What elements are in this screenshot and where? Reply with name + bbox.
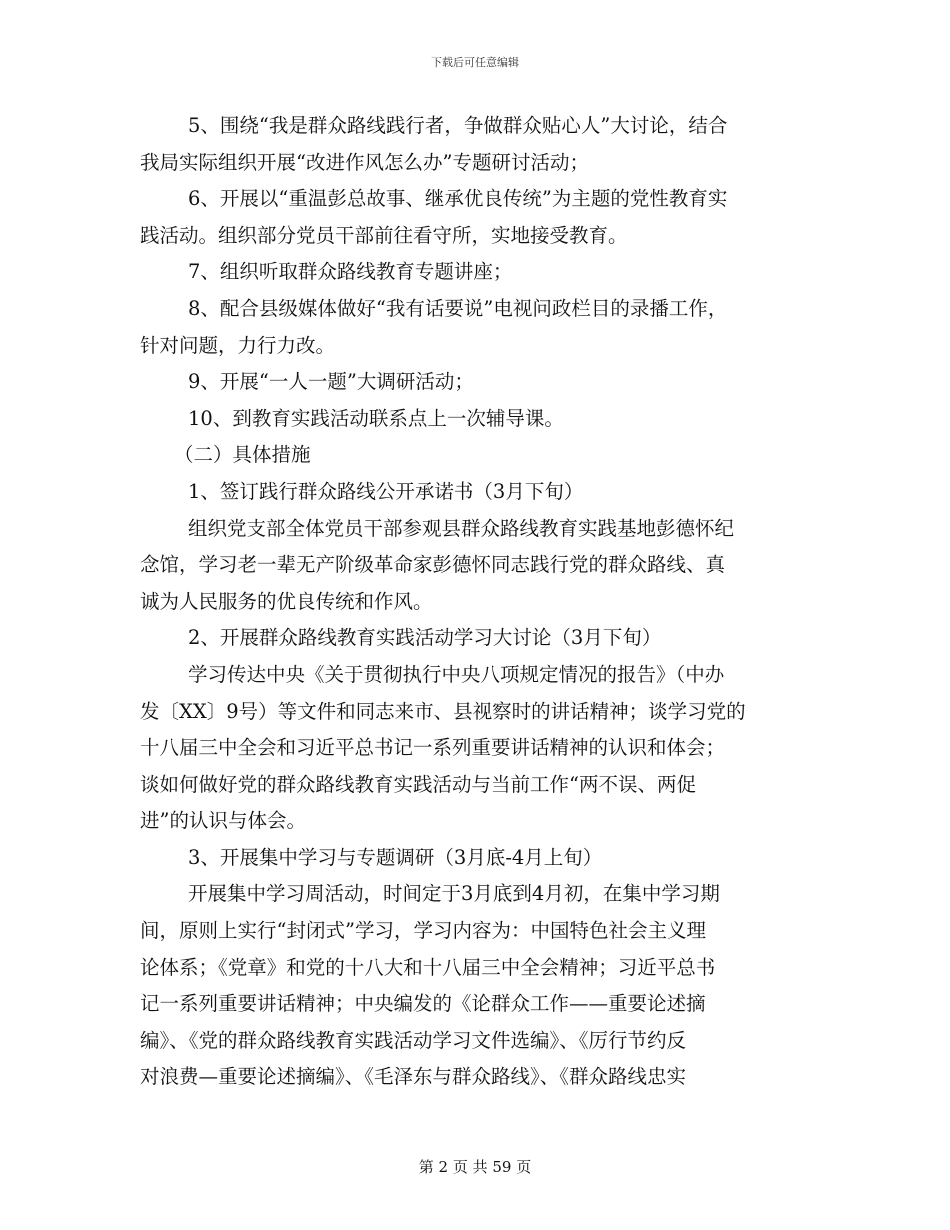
text-line: 组织党支部全体党员干部参观县群众路线教育实践基地彭德怀纪 (188, 516, 735, 540)
text-line: 7、组织听取群众路线教育专题讲座； (188, 260, 513, 284)
document-body (140, 108, 812, 1096)
text-line: 记一系列重要讲话精神；中央编发的《论群众工作——重要论述摘 (140, 992, 706, 1016)
text-line: 针对问题，力行力改。 (140, 333, 336, 357)
text-line: 发〔XX〕9号）等文件和同志来市、县视察时的讲话精神；谈学习党的 (140, 699, 746, 723)
text-line: 9、开展“一人一题”大调研活动； (188, 370, 474, 394)
text-line: 践活动。组织部分党员干部前往看守所，实地接受教育。 (140, 223, 628, 247)
text-line: 学习传达中央《关于贯彻执行中央八项规定情况的报告》（中办 (188, 662, 725, 686)
text-line: 谈如何做好党的群众路线教育实践活动与当前工作“两不误、两促 (140, 772, 696, 796)
text-line: 开展集中学习周活动，时间定于3月底到4月初，在集中学习期 (188, 882, 720, 906)
text-line: 3、开展集中学习与专题调研（3月底-4月上旬） (188, 845, 603, 869)
text-line: 诚为人民服务的优良传统和作风。 (140, 589, 433, 613)
text-line: 2、开展群众路线教育实践活动学习大讨论（3月下旬） (188, 626, 662, 650)
text-line: （二）具体措施 (174, 443, 311, 467)
text-line: 编》、《党的群众路线教育实践活动学习文件选编》、《厉行节约反 (140, 1028, 687, 1052)
text-line: 10、到教育实践活动联系点上一次辅导课。 (188, 406, 564, 430)
text-line: 念馆，学习老一辈无产阶级革命家彭德怀同志践行党的群众路线、真 (140, 553, 726, 577)
text-line: 对浪费—重要论述摘编》、《毛泽东与群众路线》、《群众路线忠实 (140, 1065, 687, 1089)
text-line: 6、开展以“重温彭总故事、继承优良传统”为主题的党性教育实 (188, 187, 728, 211)
text-line: 论体系；《党章》和党的十八大和十八届三中全会精神；习近平总书 (140, 955, 716, 979)
text-line: 8、配合县级媒体做好“我有话要说”电视问政栏目的录播工作， (188, 296, 728, 320)
text-line: 1、签订践行群众路线公开承诺书（3月下旬） (188, 479, 584, 503)
text-line: 间，原则上实行“封闭式”学习，学习内容为：中国特色社会主义理 (140, 919, 706, 943)
text-line: 进”的认识与体会。 (140, 809, 306, 833)
text-line: 我局实际组织开展“改进作风怎么办”专题研讨活动； (140, 150, 589, 174)
text-line: 5、围绕“我是群众路线践行者，争做群众贴心人”大讨论，结合 (188, 114, 728, 137)
text-line: 十八届三中全会和习近平总书记一系列重要讲话精神的认识和体会； (140, 736, 726, 760)
page-header: 下载后可任意编辑 (431, 56, 519, 69)
page-footer: 第 2 页 共 59 页 (418, 1158, 532, 1176)
